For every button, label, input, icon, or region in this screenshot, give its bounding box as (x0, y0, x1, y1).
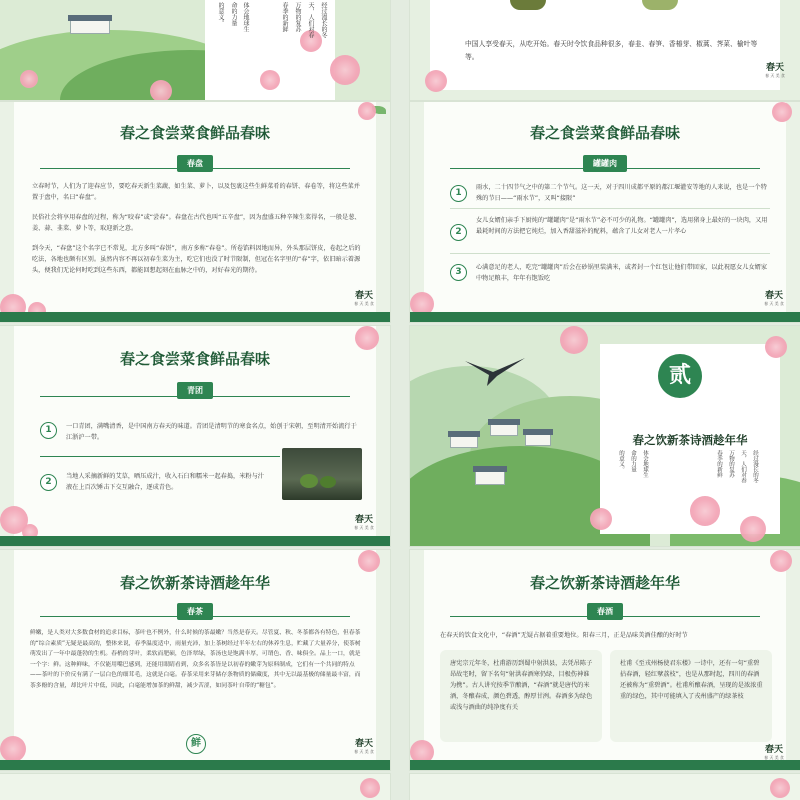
peach-blossom (150, 80, 172, 100)
logo-title: 春天 (354, 739, 373, 749)
slide-title: 春之饮新茶诗酒趁年华 (529, 574, 680, 592)
peach-blossom (770, 550, 792, 572)
item-text: 雨水，二十四节气之中的第二个节气。这一天，对于四川成都平原的都江堰灌安等地的人来说，也是一个特殊的节日——“雨水节”，又叫“接限” (476, 184, 767, 202)
slide-title: 春之食尝菜食鲜品春味 (119, 350, 270, 368)
item-text: 当地人采摘新鲜的艾草，晒压成汁，收入石臼和糯米一起春捣，米粉与汁液在上百次锤击下交互融合，逐成青色。 (66, 473, 264, 491)
vertical-text-col: 天，人们对春 (307, 2, 314, 38)
vertical-text-col: 体会地球生 (242, 2, 249, 32)
section-numeral-text: 贰 (668, 363, 691, 388)
bottom-bar (410, 312, 800, 322)
bottom-bar (410, 760, 800, 770)
logo-subtitle: 春 天 美 食 (354, 749, 374, 754)
vertical-text-col: 命的力量 (230, 2, 237, 26)
number-badge: 1 (450, 185, 467, 202)
peach-blossom (355, 326, 379, 350)
house-illustration (450, 436, 478, 448)
info-box-left (440, 650, 602, 742)
item-text: 心满意足的老人，吃完“罐罐肉”后会在砂锅里装满米，或者封一个红包让他们带回家，以此祝愿女儿女婿家中物足粮丰，年年有饱饭吃 (476, 264, 768, 282)
intro-text: 在春天的饮食文化中，“春酒”无疑占据着重要地位。阳春三月，正是品味美酒佳酿的好时节 (440, 632, 688, 639)
peach-blossom (260, 70, 280, 90)
logo-subtitle: 春 天 美 食 (765, 73, 785, 78)
logo-title: 春天 (764, 291, 783, 301)
slide-10[interactable] (410, 774, 800, 800)
house-illustration (525, 434, 551, 446)
slide-9[interactable] (0, 774, 390, 800)
peach-blossom (360, 778, 380, 798)
slide-3[interactable] (0, 102, 390, 322)
logo-subtitle: 春 天 美 食 (354, 301, 374, 306)
vertical-text-col: 万物的复苏 (294, 2, 301, 32)
logo (344, 288, 384, 307)
item-text: 一口青团，满嘴清香，是中国南方春天的味道。青团是清明节的寒食名点，始创于宋朝，至明清开始流行于江浙沪一带。 (66, 423, 357, 441)
slide-title: 春之饮新茶诗酒趁年华 (119, 574, 270, 592)
logo-subtitle: 春 天 美 食 (764, 301, 784, 306)
divider (450, 168, 760, 169)
bottom-bar (0, 536, 390, 546)
info-box-text: 杜甫《至戎州杨使君东楼》一诗中，还有一句“重碧拈春酒，轻红擘荔枝”，也是从那时起，四川的春酒还被称为“重碧酒”。杜甫所酿春酒，呈现的是浓浓重重的绿色，其中可能填入了戎州盛产的绿茶枝 (620, 660, 763, 700)
vertical-text-col: 经过漫长的冬 (752, 450, 758, 483)
peach-blossom (740, 516, 766, 542)
peach-blossom (425, 70, 447, 92)
section-tag: 春盘 (177, 155, 213, 172)
qingtuan-photo (282, 448, 362, 500)
logo-title: 春天 (765, 63, 784, 73)
vertical-text-col: 命的力量 (630, 450, 636, 472)
divider (450, 616, 760, 617)
slide-8[interactable] (410, 550, 800, 770)
house-illustration (490, 424, 518, 436)
house-illustration (70, 20, 110, 34)
logo-subtitle: 春 天 美 食 (354, 525, 374, 530)
item-text: 女儿女婿们亲手下厨炖的“罐罐肉”是“雨水节”必不可少的礼物。“罐罐肉”，选用猪身上最好的一块肉，又用最耗时间的方法把它炖烂，加入香甜滋补的配料，蕴含了儿女对老人一片孝心 (476, 217, 768, 235)
vertical-text-col: 春季的新鲜 (281, 2, 288, 32)
info-box-text: 唐宪宗元年冬，杜甫游历到蜀中射洪县，去凭吊陈子昂故宅时，留下名句“射洪春酒寒仍绿，目极伤神谁为携”。古人讲究按季节酿酒，“春酒”就是唐代的米酒，冬酿春成，颜色碧透，醇厚甘洌。春酒多为绿色或浅与酒曲的纯净度有关 (450, 660, 593, 711)
peach-blossom (690, 496, 720, 526)
paragraph: 立春时节，人们为了迎春应节，要吃春天新生菜蔬，如生菜、萝卜，以及包裹这些生鲜菜肴的春饼、春卷等，将这些菜并置于盘中，名曰“春盘”。 (32, 183, 360, 201)
section-numeral (658, 354, 702, 398)
logo (344, 736, 384, 755)
divider (40, 168, 350, 169)
divider (40, 616, 350, 617)
number-badge: 2 (40, 474, 57, 491)
bottom-bar (0, 312, 390, 322)
qingtuan-icon (300, 474, 318, 488)
paragraph: 民俗社会将享用春盘的过程，称为“咬春”或“尝春”。春盘在古代也叫“五辛盘”，因为盘盛五种辛辣生菜得名，一般是葱、姜、蒜、韭菜、萝卜等，取迎新之意。 (32, 214, 361, 232)
logo-title: 春天 (354, 291, 373, 301)
bottom-bar (0, 760, 390, 770)
vertical-text-col: 经过漫长的冬 (320, 2, 327, 38)
vertical-text-col: 春季的新鲜 (716, 450, 722, 478)
divider (40, 396, 350, 397)
number-badge: 1 (40, 422, 57, 439)
section-tag: 罐罐肉 (583, 155, 627, 172)
divider (40, 456, 280, 457)
logo-title: 春天 (764, 745, 783, 755)
logo (755, 60, 795, 79)
logo-title: 春天 (354, 515, 373, 525)
slide-1[interactable] (0, 0, 390, 100)
vertical-text-col: 天，人们对春 (740, 450, 746, 483)
section-tag: 青团 (177, 382, 213, 399)
peach-blossom (0, 736, 26, 762)
section-tag: 春茶 (177, 603, 213, 620)
paragraph: 到今天，“春盘”这个名字已不常见，北方多叫“春饼”，南方多称“春卷”。所卷馅料因地而异，外头那层饼皮，卷起之后的吃法，各地也颇有区别。虽然内容不再以初春生菜为主，吃它们也没了时节限制，但冠在名字里的“春”字，依旧暗示着源头，便我们无论何时吃到这些东西，都能回想起刻在血脉之中的，对好春光的期待。 (32, 245, 361, 274)
slide-6[interactable] (410, 326, 800, 546)
divider (450, 208, 770, 209)
vertical-text-col: 万物的复苏 (728, 450, 734, 478)
peach-blossom (358, 102, 376, 120)
food-photo (642, 0, 678, 10)
slide-title: 春之食尝菜食鲜品春味 (529, 124, 680, 142)
swallow-icon (465, 356, 525, 386)
logo (344, 512, 384, 531)
section-tag: 春酒 (587, 603, 623, 620)
character-badge-text: 鲜 (191, 738, 201, 749)
peach-blossom (330, 55, 360, 85)
slide-5[interactable] (0, 326, 390, 546)
section-title: 春之饮新茶诗酒趁年华 (632, 433, 748, 447)
food-photo (510, 0, 546, 10)
peach-blossom (590, 508, 612, 530)
slide-7[interactable] (0, 550, 390, 770)
peach-blossom (765, 336, 787, 358)
vertical-text-col: 体会地球生 (642, 450, 648, 478)
slide-2-text: 中国人享受春天，从吃开始。春天时令饮食品种很多，春韭、春笋、香椿芽、椒蒿、荠菜、榆叶等等。 (465, 40, 758, 61)
qingtuan-icon (320, 476, 336, 488)
slide-2[interactable] (410, 0, 800, 100)
slide-4[interactable] (410, 102, 800, 322)
peach-blossom (20, 70, 38, 88)
paragraph: 鲜嫩，是人类对大多数食材的追求目标，茶叶也不例外，什么时候的茶最嫩？当然是春天。尽管夏、秋、冬茶都各有特色，但春茶的“综合素质”无疑是最高的，整体来说，春季温度适中，雨量充沛，加上茶树经过半年左右的休养生息，贮藏了大量养分，使茶树萌发出了一年中最蓬勃的生机。春梢的芽叶，柔软而肥硕，色泽翠绿，茶汤也是饱满丰厚，可谓色、香、味俱全。品上一口，就是一个字：鲜。这种鲜味，不仅能用嘴巴感到，还能用眼睛看到，众多名茶皆是以初春的嫩芽为原料制成，它们有一个共同的特点——茶叶的下价反有满了一层白色的细茸毛，这就是白毫。春茶采用来芽储存条物质的储藏度，其中无以最基极的储量最丰富，而茶多酚的含量，却比叶片中低，因此，白毫能增加茶的鲜甜，减少苦涩，如同茶叶自带的“糖包”。 (30, 630, 361, 689)
vertical-text-col: 的意义。 (217, 2, 224, 26)
number-badge: 2 (450, 224, 467, 241)
logo-subtitle: 春 天 美 食 (764, 755, 784, 760)
peach-blossom (770, 778, 790, 798)
slide-title: 春之食尝菜食鲜品春味 (119, 124, 270, 142)
peach-blossom (560, 326, 588, 354)
peach-blossom (772, 102, 792, 122)
number-badge: 3 (450, 264, 467, 281)
logo (754, 742, 794, 761)
divider (450, 253, 770, 254)
vertical-text-col: 的意义。 (618, 450, 624, 472)
character-badge (186, 734, 206, 754)
info-box-right (610, 650, 772, 742)
house-illustration (475, 471, 505, 485)
logo (754, 288, 794, 307)
peach-blossom (358, 550, 380, 572)
